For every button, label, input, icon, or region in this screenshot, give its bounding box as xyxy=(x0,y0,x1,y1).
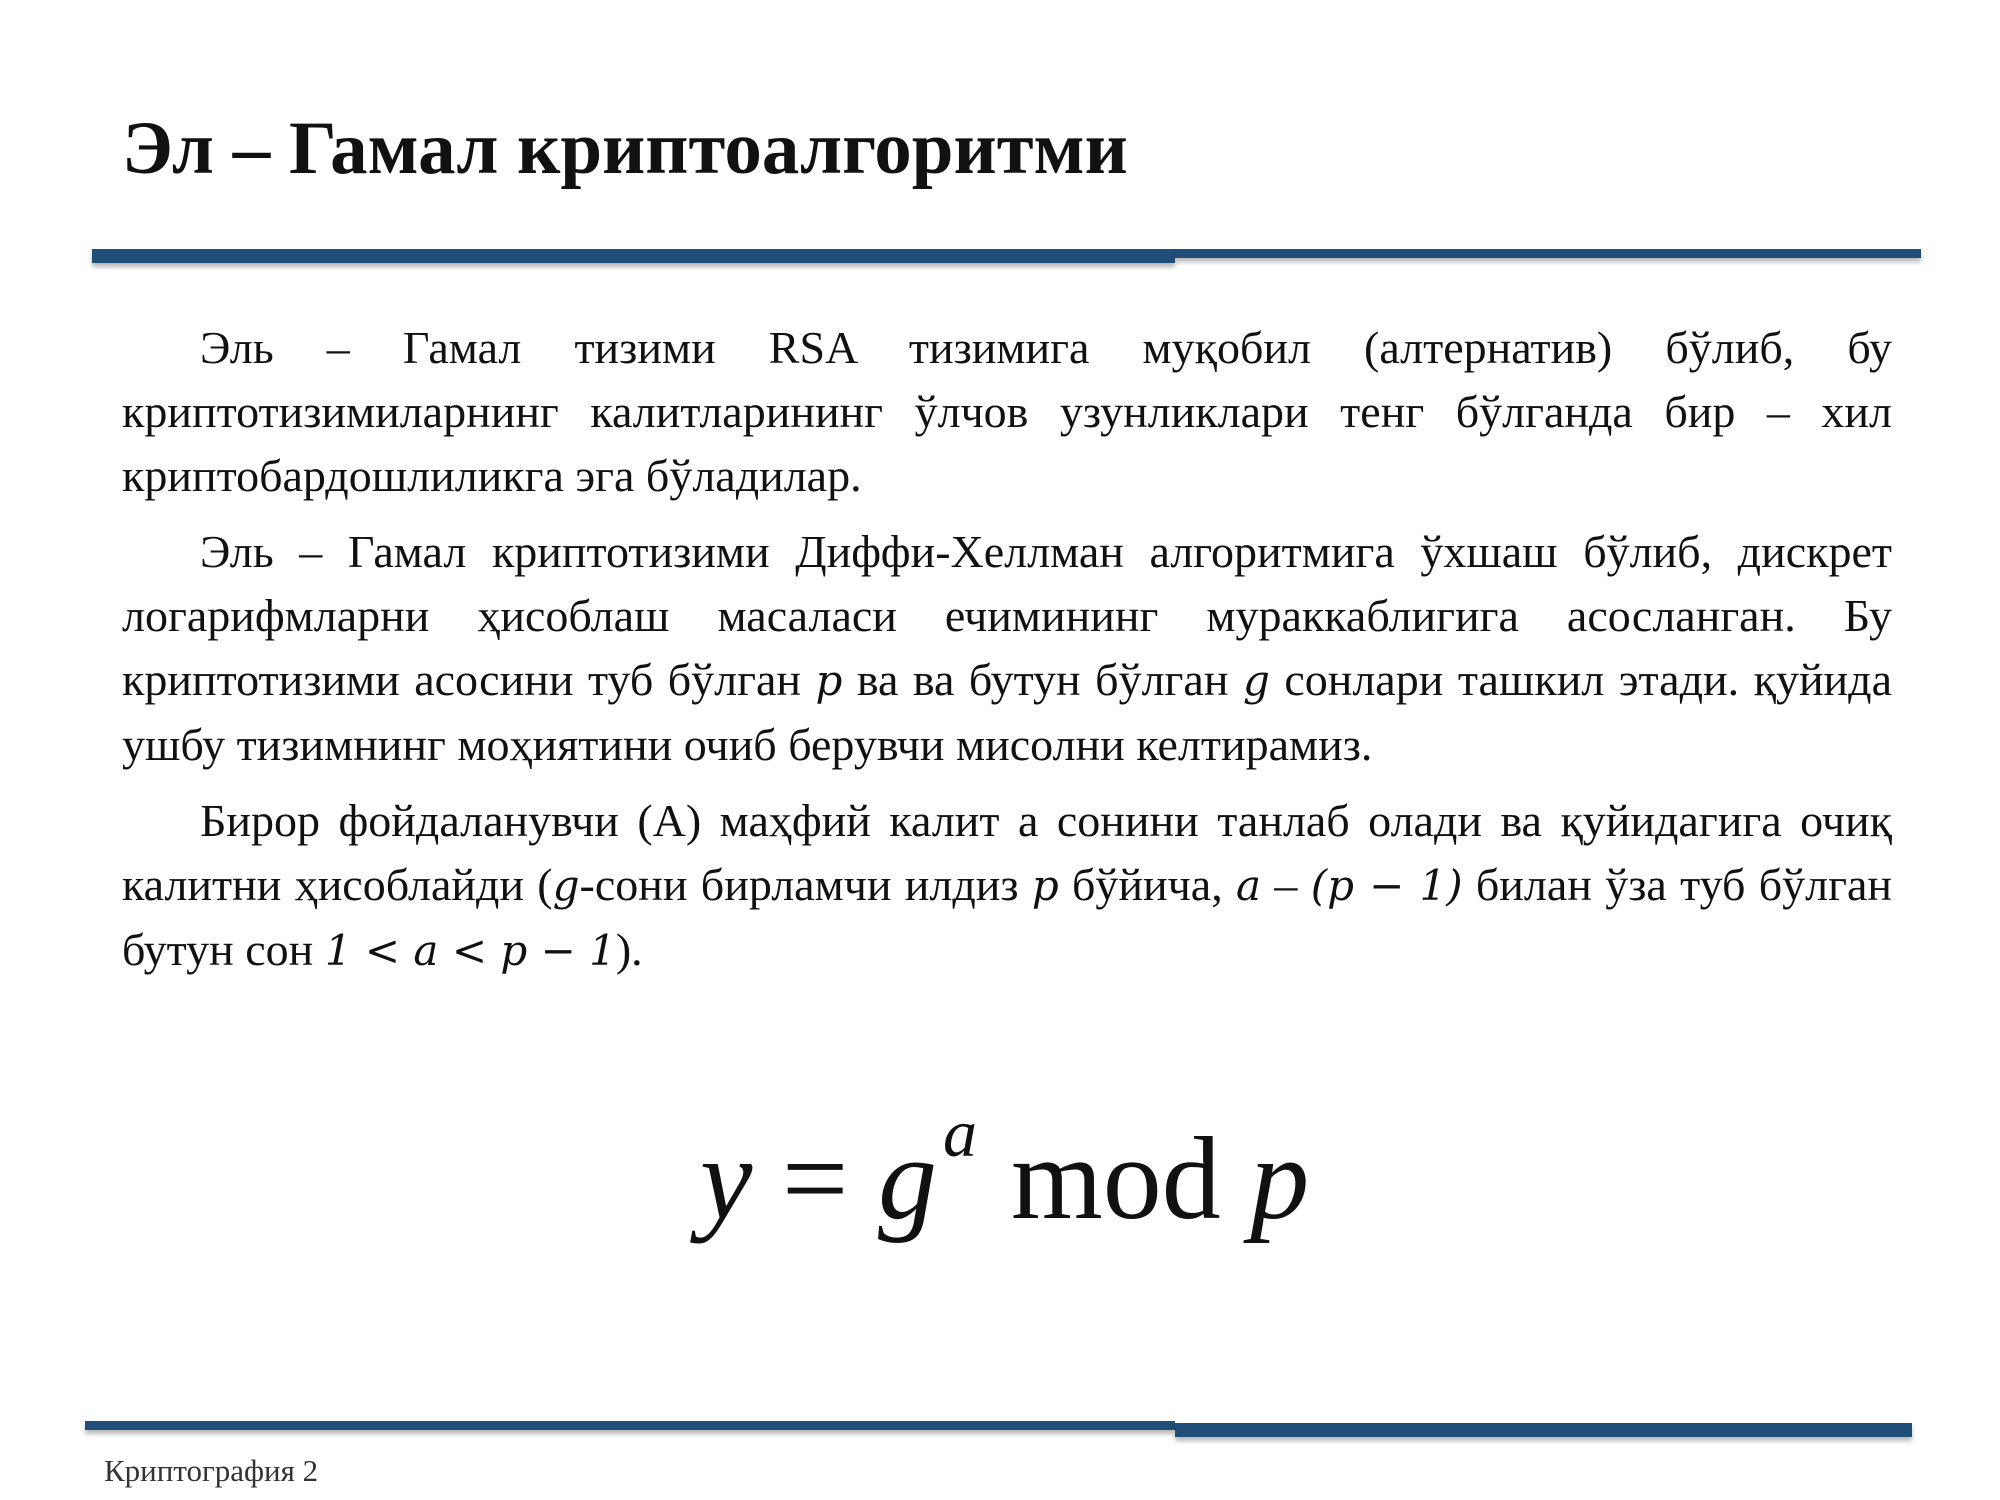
formula-mod: mod xyxy=(1010,1113,1221,1244)
footer-label: Криптография 2 xyxy=(104,1453,319,1488)
paragraph-1-text: Эль – Гамал тизими RSA тизимига муқобил (алтернатив) бўлиб, бу криптотизимиларнинг калитларининг ўлчов узунликлари тенг бўлганда бир – хил криптобардошлиликга эга бўладилар. xyxy=(122,322,1892,501)
paragraph-2-text-a: Эль – Гамал криптотизими Диффи-Хеллман алгоритмига ўхшаш бўлиб, дискрет логарифмларни ҳисоблаш масаласи ечимининг мураккаблигига асосланган. Бу криптотизими асосини туб бўлган xyxy=(122,526,1892,705)
formula-modulus: p xyxy=(1250,1113,1310,1244)
paragraph-3 xyxy=(122,789,1892,983)
var-g: g xyxy=(552,861,580,910)
paragraph-3-text-e: билан ўза туб бўлган бутун сон xyxy=(122,859,1892,975)
var-p: p xyxy=(1031,861,1059,910)
var-g: g xyxy=(1242,656,1270,705)
paragraph-3-text-c: бўйича, xyxy=(1058,859,1237,910)
slide-body xyxy=(122,316,1892,995)
footer-divider-left xyxy=(85,1421,1175,1430)
title-divider-right xyxy=(1175,249,1921,258)
formula-base: g xyxy=(877,1113,937,1244)
expr-p-minus-1: (p − 1) xyxy=(1310,861,1463,910)
title-divider-left xyxy=(92,249,1175,263)
paragraph-2-text-b: ва ва бутун бўлган xyxy=(842,654,1243,705)
footer-divider-right xyxy=(1175,1423,1912,1437)
paragraph-3-text-f: ). xyxy=(615,924,643,975)
paragraph-1 xyxy=(122,316,1892,508)
paragraph-2-text-c: сонлари ташкил этади. қуйида ушбу тизимнинг моҳиятини очиб берувчи мисолни келтирамиз. xyxy=(122,654,1892,770)
paragraph-3-text-b: -сони бирламчи илдиз xyxy=(579,859,1032,910)
formula-exponent: a xyxy=(942,1095,977,1171)
elgamal-formula xyxy=(700,1095,1400,1290)
formula-equals: = xyxy=(781,1113,849,1244)
paragraph-3-text-a: Бирор фойдаланувчи (А) маҳфий калит а сонини танлаб олади ва қуйидагига очиқ калитни ҳисоблайди ( xyxy=(122,795,1892,910)
paragraph-2 xyxy=(122,520,1892,777)
var-a: a xyxy=(1236,861,1262,910)
inequality: 1 < a < p − 1 xyxy=(324,926,616,975)
slide-title: Эл – Гамал криптоалгоритми xyxy=(122,107,1128,190)
formula-lhs: y xyxy=(700,1113,753,1244)
var-p: p xyxy=(815,656,843,705)
paragraph-3-text-d: – xyxy=(1261,859,1311,910)
